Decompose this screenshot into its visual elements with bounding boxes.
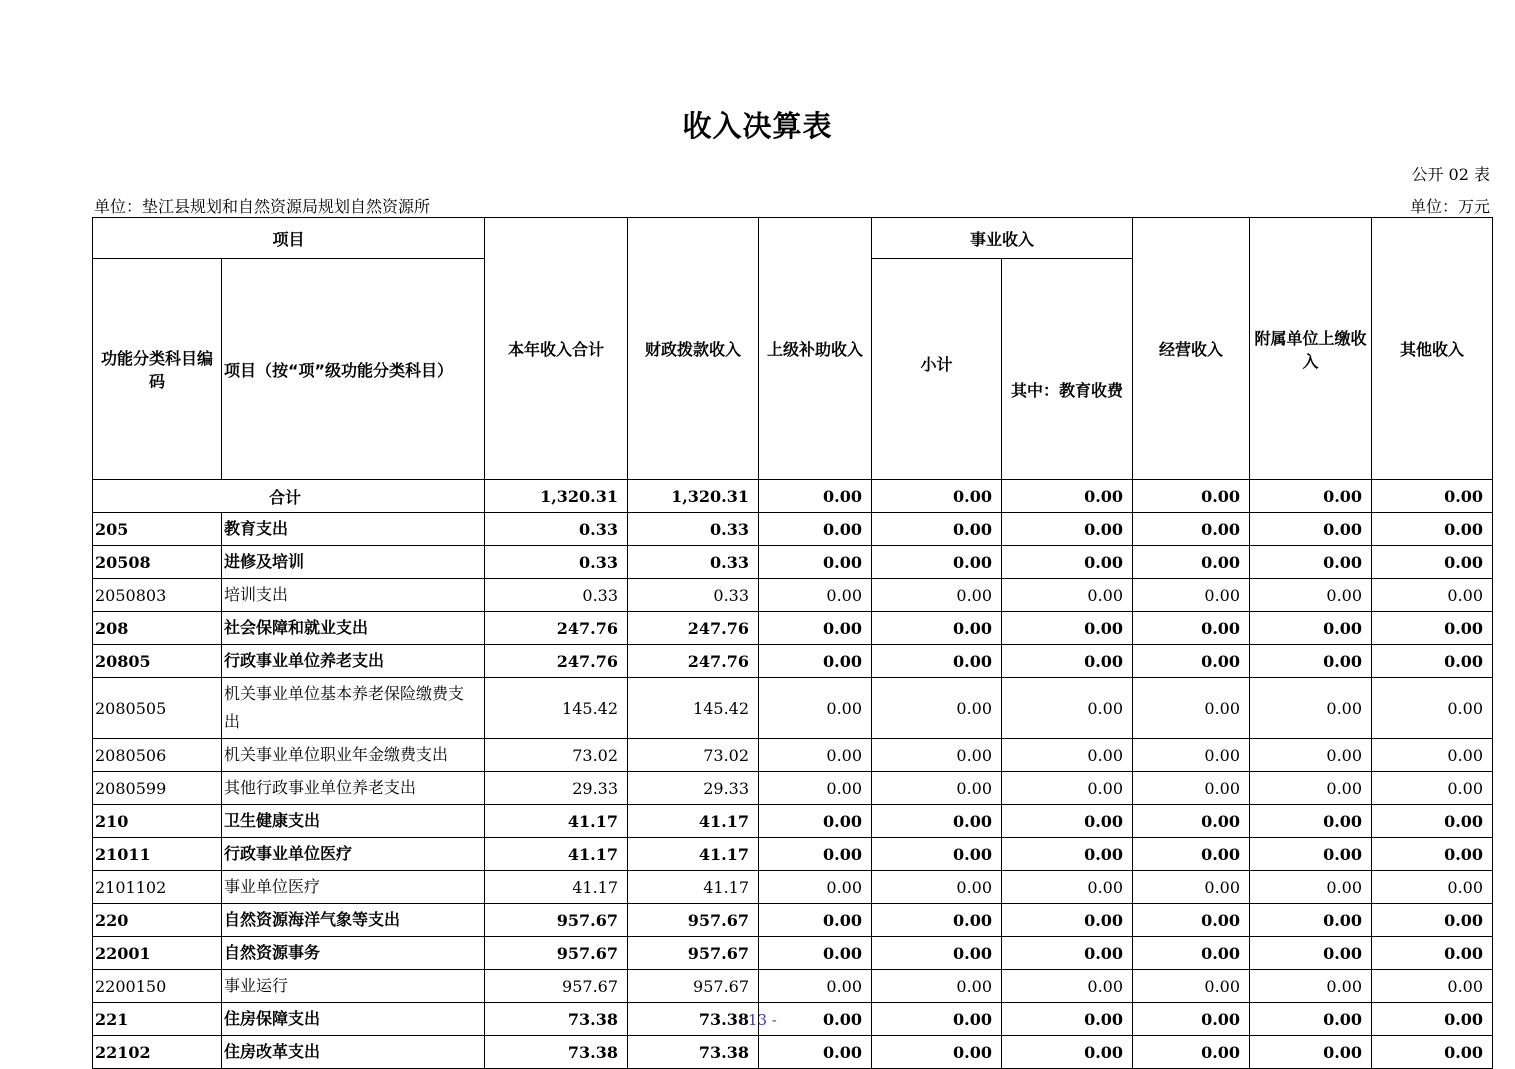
row-value: 0.00	[872, 546, 1002, 579]
row-value: 0.33	[485, 546, 628, 579]
income-table	[92, 217, 1493, 1069]
row-code: 205	[93, 513, 222, 546]
row-value: 0.00	[1002, 772, 1133, 805]
row-code: 2080599	[93, 772, 222, 805]
row-value: 0.00	[759, 937, 872, 970]
row-name: 机关事业单位职业年金缴费支出	[222, 739, 485, 772]
row-value: 0.00	[872, 678, 1002, 739]
unit-currency: 单位：万元	[1409, 197, 1490, 216]
row-value: 0.00	[1372, 546, 1493, 579]
row-value: 0.00	[1372, 739, 1493, 772]
row-value: 0.00	[1133, 838, 1250, 871]
header-total: 本年收入合计	[485, 218, 628, 480]
row-value: 0.00	[759, 1036, 872, 1069]
row-name: 教育支出	[222, 513, 485, 546]
row-value: 0.00	[1250, 871, 1372, 904]
row-value: 0.00	[872, 937, 1002, 970]
row-value: 0.00	[872, 612, 1002, 645]
row-value: 0.00	[1002, 904, 1133, 937]
row-value: 0.00	[1372, 678, 1493, 739]
table-row	[93, 579, 1493, 612]
row-value: 247.76	[628, 645, 759, 678]
row-value: 0.00	[1002, 739, 1133, 772]
row-name: 行政事业单位医疗	[222, 838, 485, 871]
row-name: 自然资源海洋气象等支出	[222, 904, 485, 937]
row-code: 20805	[93, 645, 222, 678]
row-value: 73.02	[485, 739, 628, 772]
row-value: 0.00	[759, 871, 872, 904]
total-value: 1,320.31	[485, 480, 628, 513]
row-value: 0.00	[872, 1003, 1002, 1036]
row-value: 0.00	[1133, 805, 1250, 838]
row-name: 事业运行	[222, 970, 485, 1003]
row-value: 0.00	[1250, 937, 1372, 970]
row-value: 0.00	[1372, 1036, 1493, 1069]
row-value: 0.00	[1002, 1003, 1133, 1036]
row-value: 0.00	[1372, 805, 1493, 838]
row-name: 卫生健康支出	[222, 805, 485, 838]
row-value: 0.00	[1002, 937, 1133, 970]
row-value: 0.00	[759, 513, 872, 546]
row-code: 2080506	[93, 739, 222, 772]
row-value: 0.00	[872, 513, 1002, 546]
report-title: 收入决算表	[682, 109, 833, 143]
row-value: 0.00	[872, 772, 1002, 805]
row-value: 0.00	[1002, 838, 1133, 871]
header-code: 功能分类科目编码	[93, 259, 222, 480]
unit-organization: 单位：垫江县规划和自然资源局规划自然资源所	[94, 197, 431, 216]
row-value: 0.00	[759, 546, 872, 579]
row-value: 0.00	[1372, 904, 1493, 937]
row-value: 247.76	[485, 645, 628, 678]
row-value: 247.76	[628, 612, 759, 645]
row-value: 0.00	[872, 871, 1002, 904]
row-value: 0.00	[1372, 772, 1493, 805]
row-value: 0.00	[1372, 513, 1493, 546]
row-value: 41.17	[485, 805, 628, 838]
row-name: 住房保障支出	[222, 1003, 485, 1036]
row-value: 0.00	[759, 678, 872, 739]
total-row	[93, 480, 1493, 513]
row-value: 0.00	[1250, 579, 1372, 612]
row-value: 0.00	[759, 772, 872, 805]
header-fiscal: 财政拨款收入	[628, 218, 759, 480]
table-row	[93, 546, 1493, 579]
row-value: 73.02	[628, 739, 759, 772]
table-row	[93, 678, 1493, 739]
header-operation: 经营收入	[1133, 218, 1250, 480]
row-value: 0.00	[1372, 970, 1493, 1003]
row-value: 0.00	[1133, 871, 1250, 904]
row-code: 2101102	[93, 871, 222, 904]
table-row	[93, 805, 1493, 838]
table-row	[93, 739, 1493, 772]
row-value: 0.00	[1250, 904, 1372, 937]
row-value: 0.00	[1002, 546, 1133, 579]
row-value: 73.38	[628, 1003, 759, 1036]
row-value: 41.17	[628, 805, 759, 838]
row-value: 0.00	[1372, 871, 1493, 904]
row-value: 0.00	[1133, 612, 1250, 645]
row-value: 73.38	[628, 1036, 759, 1069]
row-value: 0.00	[1133, 937, 1250, 970]
header-upper: 上级补助收入	[759, 218, 872, 480]
row-value: 0.00	[1002, 513, 1133, 546]
row-value: 0.00	[872, 970, 1002, 1003]
row-value: 0.00	[1372, 937, 1493, 970]
page-number: - 13 -	[738, 1011, 777, 1029]
row-value: 0.00	[1250, 1036, 1372, 1069]
row-value: 145.42	[628, 678, 759, 739]
row-value: 0.00	[1372, 612, 1493, 645]
row-code: 2050803	[93, 579, 222, 612]
row-code: 2080505	[93, 678, 222, 739]
row-code: 21011	[93, 838, 222, 871]
row-value: 0.00	[1250, 772, 1372, 805]
row-value: 0.00	[1002, 1036, 1133, 1069]
row-value: 0.00	[1133, 904, 1250, 937]
row-name: 社会保障和就业支出	[222, 612, 485, 645]
row-value: 0.00	[872, 645, 1002, 678]
row-value: 0.00	[759, 612, 872, 645]
header-name: 项目（按“项”级功能分类科目）	[222, 259, 485, 480]
row-value: 29.33	[628, 772, 759, 805]
row-value: 0.33	[628, 546, 759, 579]
total-value: 0.00	[1372, 480, 1493, 513]
row-name: 行政事业单位养老支出	[222, 645, 485, 678]
row-value: 0.00	[1372, 1003, 1493, 1036]
total-value: 0.00	[1250, 480, 1372, 513]
row-code: 22001	[93, 937, 222, 970]
row-value: 73.38	[485, 1036, 628, 1069]
row-value: 41.17	[485, 838, 628, 871]
row-name: 培训支出	[222, 579, 485, 612]
row-value: 0.00	[1250, 838, 1372, 871]
row-value: 0.00	[1133, 772, 1250, 805]
row-value: 0.00	[1002, 871, 1133, 904]
header-project: 项目	[93, 218, 485, 259]
row-value: 41.17	[628, 871, 759, 904]
table-row	[93, 1036, 1493, 1069]
header-business: 事业收入	[872, 218, 1133, 259]
row-value: 0.00	[759, 904, 872, 937]
table-row	[93, 513, 1493, 546]
total-value: 0.00	[1133, 480, 1250, 513]
row-value: 145.42	[485, 678, 628, 739]
row-code: 210	[93, 805, 222, 838]
row-name: 机关事业单位基本养老保险缴费支出	[222, 678, 485, 739]
row-value: 0.00	[1133, 678, 1250, 739]
row-value: 0.33	[628, 579, 759, 612]
row-value: 73.38	[485, 1003, 628, 1036]
total-value: 1,320.31	[628, 480, 759, 513]
row-value: 0.33	[628, 513, 759, 546]
row-name: 其他行政事业单位养老支出	[222, 772, 485, 805]
total-value: 0.00	[1002, 480, 1133, 513]
row-value: 0.00	[759, 739, 872, 772]
table-row	[93, 645, 1493, 678]
row-value: 957.67	[628, 904, 759, 937]
row-code: 2200150	[93, 970, 222, 1003]
row-value: 0.00	[759, 838, 872, 871]
row-name: 事业单位医疗	[222, 871, 485, 904]
row-value: 0.33	[485, 579, 628, 612]
row-value: 0.00	[1250, 513, 1372, 546]
row-value: 0.00	[1133, 513, 1250, 546]
row-value: 41.17	[485, 871, 628, 904]
row-value: 0.00	[1133, 1036, 1250, 1069]
row-value: 0.00	[1250, 805, 1372, 838]
row-code: 22102	[93, 1036, 222, 1069]
row-value: 0.00	[759, 645, 872, 678]
row-value: 0.00	[1250, 546, 1372, 579]
row-value: 0.00	[1250, 612, 1372, 645]
row-value: 0.00	[1002, 970, 1133, 1003]
row-code: 221	[93, 1003, 222, 1036]
table-row	[93, 937, 1493, 970]
row-value: 0.00	[759, 1003, 872, 1036]
row-value: 0.00	[1133, 739, 1250, 772]
row-value: 0.00	[1372, 645, 1493, 678]
row-value: 0.00	[872, 838, 1002, 871]
row-value: 0.00	[1002, 678, 1133, 739]
row-value: 247.76	[485, 612, 628, 645]
header-affiliated: 附属单位上缴收入	[1250, 218, 1372, 480]
row-code: 208	[93, 612, 222, 645]
table-row	[93, 772, 1493, 805]
header-subtotal: 小计	[872, 259, 1002, 480]
row-value: 0.00	[872, 904, 1002, 937]
table-row	[93, 904, 1493, 937]
header-other: 其他收入	[1372, 218, 1493, 480]
row-value: 0.00	[1002, 579, 1133, 612]
row-value: 0.00	[1002, 612, 1133, 645]
form-number: 公开 02 表	[1411, 165, 1490, 184]
total-label: 合计	[93, 480, 485, 513]
header-edu-fee: 其中：教育收费	[1002, 259, 1133, 480]
row-value: 0.00	[1250, 970, 1372, 1003]
row-value: 0.00	[872, 805, 1002, 838]
row-value: 0.00	[1250, 645, 1372, 678]
row-value: 957.67	[485, 970, 628, 1003]
row-value: 0.00	[1133, 546, 1250, 579]
row-value: 0.33	[485, 513, 628, 546]
row-value: 957.67	[485, 904, 628, 937]
row-value: 0.00	[1250, 739, 1372, 772]
row-value: 0.00	[1133, 645, 1250, 678]
row-value: 0.00	[1002, 645, 1133, 678]
row-value: 0.00	[1133, 1003, 1250, 1036]
row-value: 0.00	[759, 970, 872, 1003]
row-value: 0.00	[1133, 970, 1250, 1003]
row-name: 进修及培训	[222, 546, 485, 579]
total-value: 0.00	[759, 480, 872, 513]
row-value: 29.33	[485, 772, 628, 805]
row-name: 住房改革支出	[222, 1036, 485, 1069]
row-code: 220	[93, 904, 222, 937]
row-name: 自然资源事务	[222, 937, 485, 970]
table-row	[93, 970, 1493, 1003]
row-value: 41.17	[628, 838, 759, 871]
row-code: 20508	[93, 546, 222, 579]
row-value: 0.00	[872, 579, 1002, 612]
row-value: 957.67	[628, 970, 759, 1003]
table-row	[93, 871, 1493, 904]
table-row	[93, 838, 1493, 871]
table-row	[93, 612, 1493, 645]
row-value: 0.00	[759, 579, 872, 612]
total-value: 0.00	[872, 480, 1002, 513]
row-value: 0.00	[1002, 805, 1133, 838]
row-value: 0.00	[1250, 1003, 1372, 1036]
row-value: 0.00	[1250, 678, 1372, 739]
row-value: 0.00	[1372, 579, 1493, 612]
row-value: 957.67	[628, 937, 759, 970]
row-value: 0.00	[872, 1036, 1002, 1069]
row-value: 0.00	[872, 739, 1002, 772]
row-value: 0.00	[1133, 579, 1250, 612]
row-value: 0.00	[1372, 838, 1493, 871]
row-value: 957.67	[485, 937, 628, 970]
row-value: 0.00	[759, 805, 872, 838]
